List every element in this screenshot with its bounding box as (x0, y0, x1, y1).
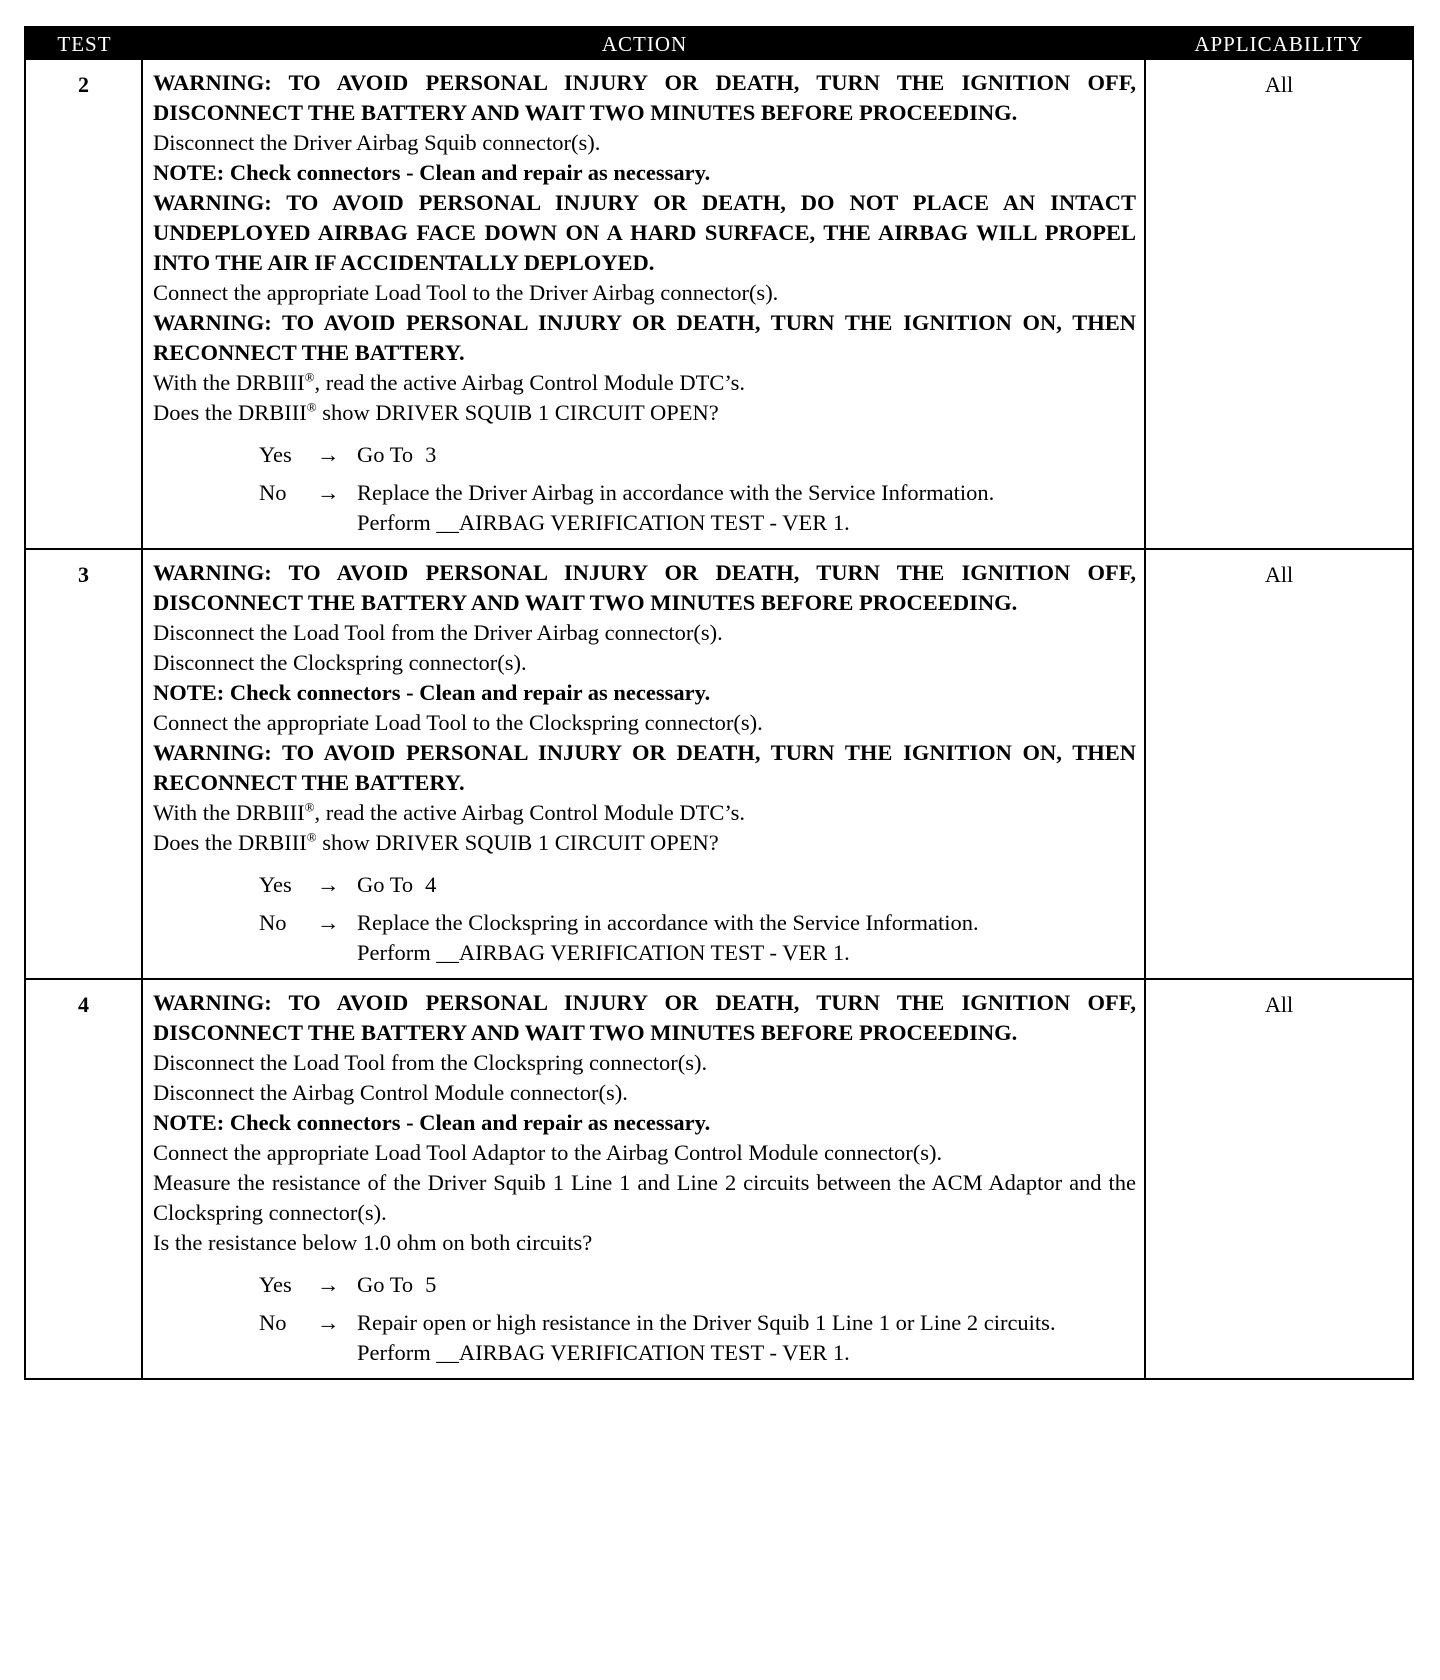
no-label: No (259, 1310, 287, 1335)
no-result (357, 1308, 1136, 1368)
action-cell (143, 980, 1146, 1378)
instruction-text: Measure the resistance of the Driver Squib 1 Line 1 and Line 2 circuits between the ACM Adaptor and the Clockspring connector(s). (153, 1170, 1136, 1225)
instruction-text: Does the DRBIII® show DRIVER SQUIB 1 CIRCUIT OPEN? (153, 829, 719, 855)
instruction-text: Disconnect the Driver Airbag Squib connector(s). (153, 130, 601, 155)
yes-label: Yes (259, 872, 292, 897)
warning-text: WARNING: TO AVOID PERSONAL INJURY OR DEATH, TURN THE IGNITION OFF, DISCONNECT THE BATTERY AND WAIT TWO MINUTES BEFORE PROCEEDING. (153, 70, 1136, 125)
perform-text: Perform __AIRBAG VERIFICATION TEST - VER 1. (357, 1340, 850, 1365)
perform-text: Perform __AIRBAG VERIFICATION TEST - VER 1. (357, 510, 850, 535)
arrow-icon: → (317, 480, 340, 505)
perform-text: Perform __AIRBAG VERIFICATION TEST - VER 1. (357, 940, 850, 965)
warning-text: WARNING: TO AVOID PERSONAL INJURY OR DEATH, TURN THE IGNITION OFF, DISCONNECT THE BATTERY AND WAIT TWO MINUTES BEFORE PROCEEDING. (153, 560, 1136, 615)
instruction-text: Connect the appropriate Load Tool Adaptor to the Airbag Control Module connector(s). (153, 1140, 943, 1165)
no-label: No (259, 910, 287, 935)
arrow-icon: → (317, 1272, 340, 1297)
outcome-yes (153, 870, 1136, 900)
no-result-text: Replace the Driver Airbag in accordance with the Service Information. (357, 480, 995, 505)
applicability-value: All (1264, 992, 1294, 1017)
note-text: NOTE: Check connectors - Clean and repair as necessary. (153, 680, 711, 705)
instruction-text: With the DRBIII®, read the active Airbag Control Module DTC’s. (153, 799, 746, 825)
test-number: 2 (26, 60, 143, 548)
goto-label: Go To (357, 442, 414, 467)
arrow-icon: → (317, 442, 340, 467)
warning-text: WARNING: TO AVOID PERSONAL INJURY OR DEATH, TURN THE IGNITION ON, THEN RECONNECT THE BATTERY. (153, 740, 1136, 795)
no-result (357, 908, 1136, 968)
instruction-text: Connect the appropriate Load Tool to the Driver Airbag connector(s). (153, 280, 779, 305)
yes-label: Yes (259, 1272, 292, 1297)
no-result-text: Replace the Clockspring in accordance with the Service Information. (357, 910, 979, 935)
goto-label: Go To (357, 1272, 414, 1297)
goto-number: 5 (425, 1272, 437, 1297)
yes-result (357, 440, 1136, 470)
instruction-text: With the DRBIII®, read the active Airbag Control Module DTC’s. (153, 369, 746, 395)
instruction-text: Connect the appropriate Load Tool to the Clockspring connector(s). (153, 710, 763, 735)
instruction-text: Disconnect the Clockspring connector(s). (153, 650, 527, 675)
arrow-icon: → (317, 1310, 340, 1335)
arrow-icon: → (317, 872, 340, 897)
warning-text: WARNING: TO AVOID PERSONAL INJURY OR DEATH, TURN THE IGNITION ON, THEN RECONNECT THE BATTERY. (153, 310, 1136, 365)
no-result-text: Repair open or high resistance in the Driver Squib 1 Line 1 or Line 2 circuits. (357, 1310, 1056, 1335)
action-cell (143, 60, 1146, 548)
no-result (357, 478, 1136, 538)
yes-result (357, 1270, 1136, 1300)
outcome-no (153, 1308, 1136, 1368)
header-applicability: APPLICABILITY (1194, 31, 1364, 56)
outcomes (153, 440, 1136, 538)
note-text: NOTE: Check connectors - Clean and repair as necessary. (153, 160, 711, 185)
applicability-value: All (1264, 562, 1294, 587)
test-number: 3 (26, 550, 143, 978)
outcome-yes (153, 440, 1136, 470)
test-number: 4 (26, 980, 143, 1378)
table-row (26, 978, 1412, 1378)
outcome-no (153, 478, 1136, 538)
instruction-text: Disconnect the Load Tool from the Clockspring connector(s). (153, 1050, 708, 1075)
outcome-yes (153, 1270, 1136, 1300)
instruction-text: Disconnect the Airbag Control Module connector(s). (153, 1080, 628, 1105)
goto-number: 4 (425, 872, 437, 897)
table-row (26, 60, 1412, 548)
warning-text: WARNING: TO AVOID PERSONAL INJURY OR DEATH, TURN THE IGNITION OFF, DISCONNECT THE BATTERY AND WAIT TWO MINUTES BEFORE PROCEEDING. (153, 990, 1136, 1045)
table-row (26, 548, 1412, 978)
no-label: No (259, 480, 287, 505)
table-body (26, 60, 1412, 1378)
outcome-no (153, 908, 1136, 968)
header-test: TEST (57, 31, 112, 56)
note-text: NOTE: Check connectors - Clean and repair as necessary. (153, 1110, 711, 1135)
yes-label: Yes (259, 442, 292, 467)
action-cell (143, 550, 1146, 978)
arrow-icon: → (317, 910, 340, 935)
instruction-text: Is the resistance below 1.0 ohm on both circuits? (153, 1230, 593, 1255)
goto-label: Go To (357, 872, 414, 897)
table-header (26, 28, 1412, 60)
test-action-table (24, 26, 1414, 1380)
warning-text: WARNING: TO AVOID PERSONAL INJURY OR DEATH, DO NOT PLACE AN INTACT UNDEPLOYED AIRBAG FACE DOWN ON A HARD SURFACE, THE AIRBAG WILL PROPEL INTO THE AIR IF ACCIDENTALLY DEPLOYED. (153, 190, 1136, 275)
instruction-text: Does the DRBIII® show DRIVER SQUIB 1 CIRCUIT OPEN? (153, 399, 719, 425)
outcomes (153, 870, 1136, 968)
outcomes (153, 1270, 1136, 1368)
instruction-text: Disconnect the Load Tool from the Driver Airbag connector(s). (153, 620, 723, 645)
header-action: ACTION (601, 31, 688, 56)
goto-number: 3 (425, 442, 437, 467)
applicability-value: All (1264, 72, 1294, 97)
yes-result (357, 870, 1136, 900)
